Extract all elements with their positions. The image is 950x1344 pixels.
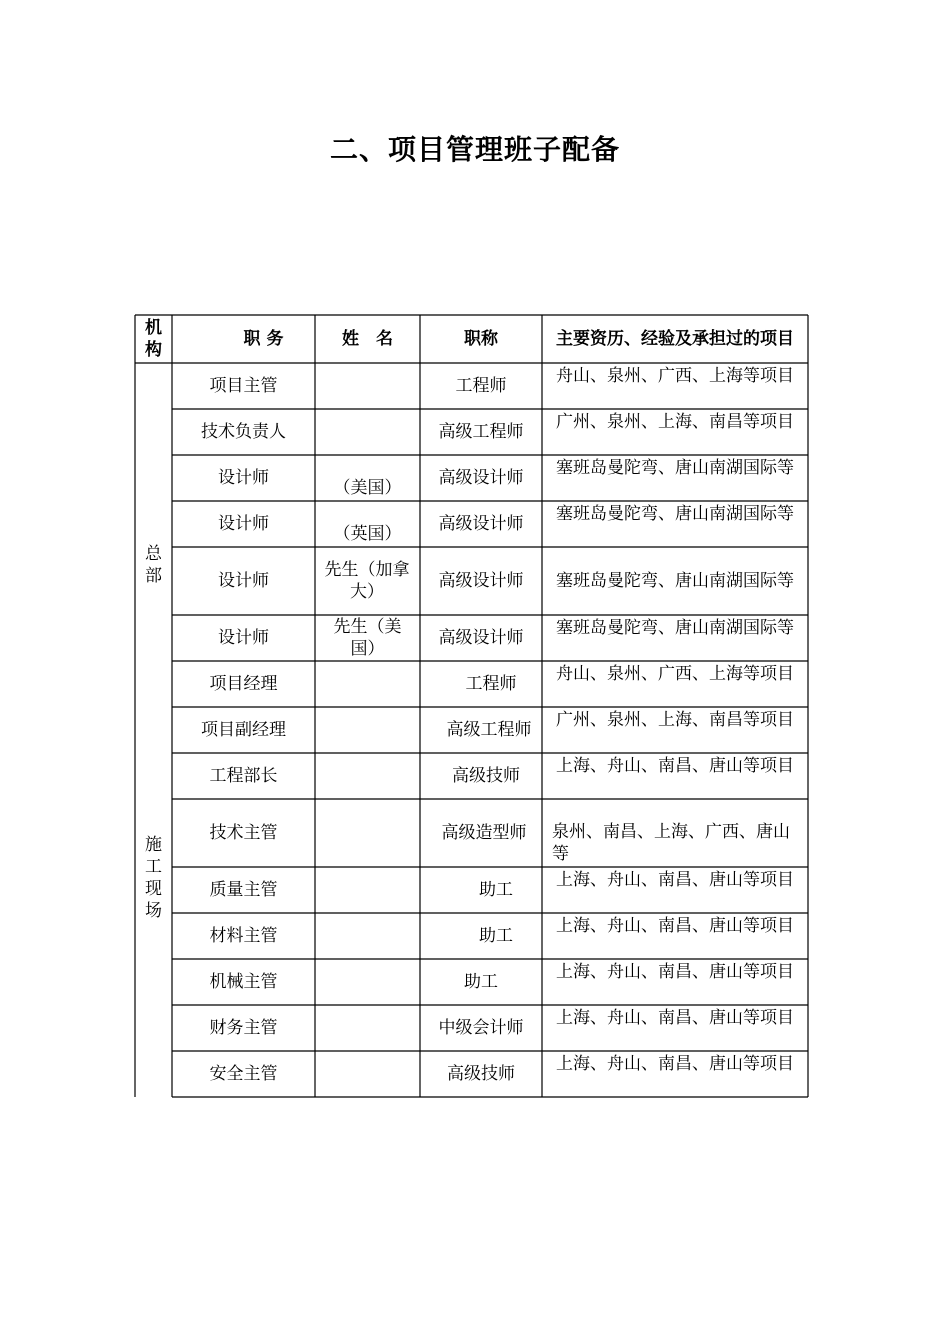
row-title: 高级设计师 (438, 468, 524, 488)
row-position: 安全主管 (209, 1064, 278, 1084)
row-title: 高级设计师 (438, 571, 524, 591)
row-title: 高级工程师 (438, 422, 524, 442)
row-title: 高级设计师 (438, 628, 524, 648)
row-position: 设计师 (218, 571, 269, 591)
header-org-char: 机 (145, 318, 162, 338)
row-name (315, 707, 420, 753)
row-name (315, 959, 420, 1005)
row-position: 技术负责人 (201, 422, 286, 442)
row-title: 助工 (479, 926, 513, 946)
header-experience: 主要资历、经验及承担过的项目 (556, 329, 794, 349)
row-title: 高级技师 (447, 1064, 515, 1084)
row-experience: 上海、舟山、南昌、唐山等项目 (556, 962, 794, 982)
row-title: 工程师 (465, 674, 517, 694)
row-position: 财务主管 (209, 1018, 278, 1038)
row-experience: 舟山、泉州、广西、上海等项目 (556, 664, 794, 684)
row-position: 设计师 (218, 628, 269, 648)
row-name (315, 661, 420, 707)
row-position: 技术主管 (209, 823, 278, 843)
header-title: 职称 (464, 329, 498, 349)
row-name: 先生（加拿大） (324, 560, 410, 602)
header-org (135, 315, 172, 363)
group-hq-char: 总 (145, 544, 162, 564)
row-name (315, 913, 420, 959)
row-experience: 上海、舟山、南昌、唐山等项目 (556, 1008, 794, 1028)
row-title: 中级会计师 (438, 1018, 524, 1038)
group-site-char: 工 (145, 857, 162, 877)
row-position: 设计师 (218, 468, 269, 488)
row-experience: 广州、泉州、上海、南昌等项目 (556, 412, 794, 432)
row-position: 质量主管 (209, 880, 278, 900)
row-experience: 塞班岛曼陀弯、唐山南湖国际等 (556, 571, 794, 591)
row-position: 机械主管 (209, 972, 278, 992)
row-experience: 塞班岛曼陀弯、唐山南湖国际等 (556, 618, 794, 638)
row-name: 先生（美国） (333, 617, 402, 659)
row-name (315, 867, 420, 913)
group-site-char: 现 (145, 879, 162, 899)
row-title: 助工 (479, 880, 513, 900)
row-name: （英国） (333, 524, 402, 544)
group-hq (135, 540, 172, 590)
row-position: 材料主管 (209, 926, 278, 946)
row-title: 高级工程师 (446, 720, 532, 740)
row-title: 助工 (464, 972, 498, 992)
row-experience: 上海、舟山、南昌、唐山等项目 (556, 756, 794, 776)
page-title: 二、项目管理班子配备 (329, 133, 620, 166)
row-name (315, 363, 420, 409)
row-position: 设计师 (218, 514, 269, 534)
row-name: （美国） (333, 478, 402, 498)
row-experience: 上海、舟山、南昌、唐山等项目 (556, 870, 794, 890)
row-experience: 广州、泉州、上海、南昌等项目 (556, 710, 794, 730)
row-title: 高级设计师 (438, 514, 524, 534)
row-name (315, 753, 420, 799)
group-site-char: 场 (145, 901, 162, 921)
row-experience: 泉州、南昌、上海、广西、唐山等 (552, 822, 790, 864)
row-experience: 上海、舟山、南昌、唐山等项目 (556, 916, 794, 936)
group-site-char: 施 (145, 835, 162, 855)
row-title: 工程师 (455, 376, 507, 396)
row-name (315, 1005, 420, 1051)
header-name: 姓 名 (342, 329, 393, 349)
row-experience: 塞班岛曼陀弯、唐山南湖国际等 (556, 504, 794, 524)
header-org-char: 构 (145, 340, 162, 360)
header-position: 职 务 (243, 329, 284, 349)
row-position: 工程部长 (209, 766, 278, 786)
row-position: 项目经理 (209, 674, 278, 694)
row-name (315, 799, 420, 867)
row-experience: 舟山、泉州、广西、上海等项目 (556, 366, 794, 386)
row-position: 项目副经理 (201, 720, 286, 740)
row-title: 高级技师 (452, 766, 520, 786)
row-name (315, 409, 420, 455)
row-experience: 塞班岛曼陀弯、唐山南湖国际等 (556, 458, 794, 478)
row-position: 项目主管 (209, 376, 278, 396)
group-site (135, 832, 172, 924)
group-hq-char: 部 (145, 566, 162, 586)
row-experience: 上海、舟山、南昌、唐山等项目 (556, 1054, 794, 1074)
row-name (315, 1051, 420, 1097)
row-title: 高级造型师 (441, 823, 527, 843)
